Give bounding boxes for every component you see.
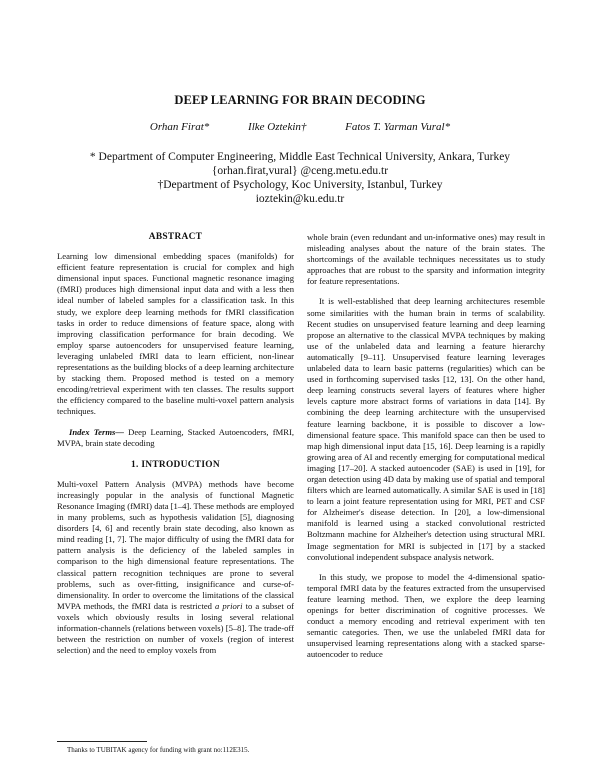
affiliation-1: * Department of Computer Engineering, Middle East Technical University, Ankara, Turkey (89, 151, 511, 163)
author-1: Orhan Firat* (149, 121, 210, 133)
abstract-heading: ABSTRACT (148, 232, 203, 242)
intro-text-italic: a priori (215, 600, 243, 611)
index-terms-text: Deep Learning, Stacked Autoencoders, fMRI, MVPA, brain state decoding (57, 426, 294, 448)
paper-title: DEEP LEARNING FOR BRAIN DECODING (174, 93, 426, 107)
author-2: Ilke Oztekin† (248, 121, 307, 133)
right-column (307, 232, 545, 660)
intro-heading: 1. INTRODUCTION (131, 459, 220, 470)
right-paragraph-3: In this study, we propose to model the 4-dimensional spatio-temporal fMRI data by the features extracted from the unsupervised feature learning method. Then, we explore the deep learning openings for better discrimination of cognitive processes. We conduct a memory encoding and retrieval experiment with ten semantic categories. Then, we use the unlabeled fMRI data for unsupervised learning representations along with a stacked sparse-autoencoder to reduce (307, 571, 545, 660)
left-column (57, 232, 294, 656)
funding-footnote: Thanks to TUBITAK agency for funding with grant no:112E315. (67, 746, 250, 754)
affiliation-2-email: ioztekin@ku.edu.tr (255, 193, 345, 205)
footnote-divider (57, 741, 147, 742)
author-3: Fatos T. Yarman Vural* (345, 121, 451, 133)
author-list (0, 121, 600, 133)
right-paragraph-2: It is well-established that deep learning architectures resemble some similarities with the human brain in terms of scalability. Recent studies on unsupervised feature learning and deep learning propose an alternative to the classical MVPA techniques by making use of the unlabeled data and learning a feature hierarchy automatically [9–11]. Unsupervised feature learning leverages unlabeled data to learn basic patterns (regularities) which can be used in forthcoming supervised tasks [12, 13]. On the other hand, deep learning constructs several layers of features where higher levels capture more abstract forms of variations in data [14]. By combining the deep learning architecture with the unsupervised feature learning backbone, it is possible to discover a low-dimensional feature space. This manifold space can then be used to map high dimensional input data [15, 16]. Deep learning is a rapidly growing area of AI and recently emerging for computational medical imaging [17–20]. A stacked autoencoder (SAE) is used in [19], for organ detection using 4D data by making use of spatial and temporal filters which are learned automatically. A similar SAE is used in [18] to learn a joint feature representation using for MRI, PET and CSF for Alzheimer's disease detection. In [20], a low-dimensional manifold is learned using a stacked convolutional restricted Boltzmann machine for Alzheiher's detection using structural MRI. Image segmentation for MRI is subjected in [17] by a stacked convolutional independent subspace analysis network. (307, 296, 545, 562)
intro-paragraph (57, 479, 294, 657)
intro-text-2: to a subset of voxels which obviously results in losing several relational information-channels (relations between voxels) [5–8]. The trade-off between the restriction on number of voxels (region of interest selection) and the need to employ voxels from (57, 600, 294, 656)
intro-text-1: Multi-voxel Pattern Analysis (MVPA) methods have become increasingly popular in the analysis of functional Magnetic Resonance Imaging (fMRI) data [1–4]. These methods are employed in many problems, such as hypothesis validation [5], diagnosing disorders [4, 6] and recently brain state decoding, also known as mind reading [1, 7]. The major difficulty of using the fMRI data for pattern analysis is the deficiency of the labeled samples in comparison to the high dimensional feature representations. The classical pattern recognition techniques are prone to several problems, such as over-fitting, insignificance and curse-of-dimensionality. In order to overcome the limitations of the classical MVPA methods, the fMRI data is restricted (57, 478, 294, 611)
abstract-text: Learning low dimensional embedding spaces (manifolds) for efficient feature representation is crucial for complex and high dimensional input spaces. Functional magnetic resonance imaging (fMRI) produces high dimensional input data and with a less then ideal number of labeled samples for a classification task. In this study, we explore deep learning methods for fMRI classification tasks in order to reduce dimensions of feature space, along with improving classification performance for brain decoding. We employ sparse autoencoders for unsupervised feature learning, leveraging unlabeled fMRI data to learn efficient, non-linear representations as the building blocks of a deep learning architecture by stacking them. Proposed method is tested on a memory encoding/retrieval experiment with ten classes. The results support the efficiency compared to the baseline multi-voxel pattern analysis techniques. (57, 251, 294, 417)
right-paragraph-1: whole brain (even redundant and un-informative ones) may result in misleading analyses about the nature of the brain states. The shortcomings of the available techniques necessitates us to study approaches that are robust to the sparsity and information integrity for feature representations. (307, 232, 545, 287)
affiliation-1-email: {orhan.firat,vural} @ceng.metu.edu.tr (211, 165, 389, 177)
affiliation-2: †Department of Psychology, Koc University, Istanbul, Turkey (157, 179, 443, 191)
index-terms-label: Index Terms— (69, 426, 124, 437)
index-terms (57, 427, 294, 449)
